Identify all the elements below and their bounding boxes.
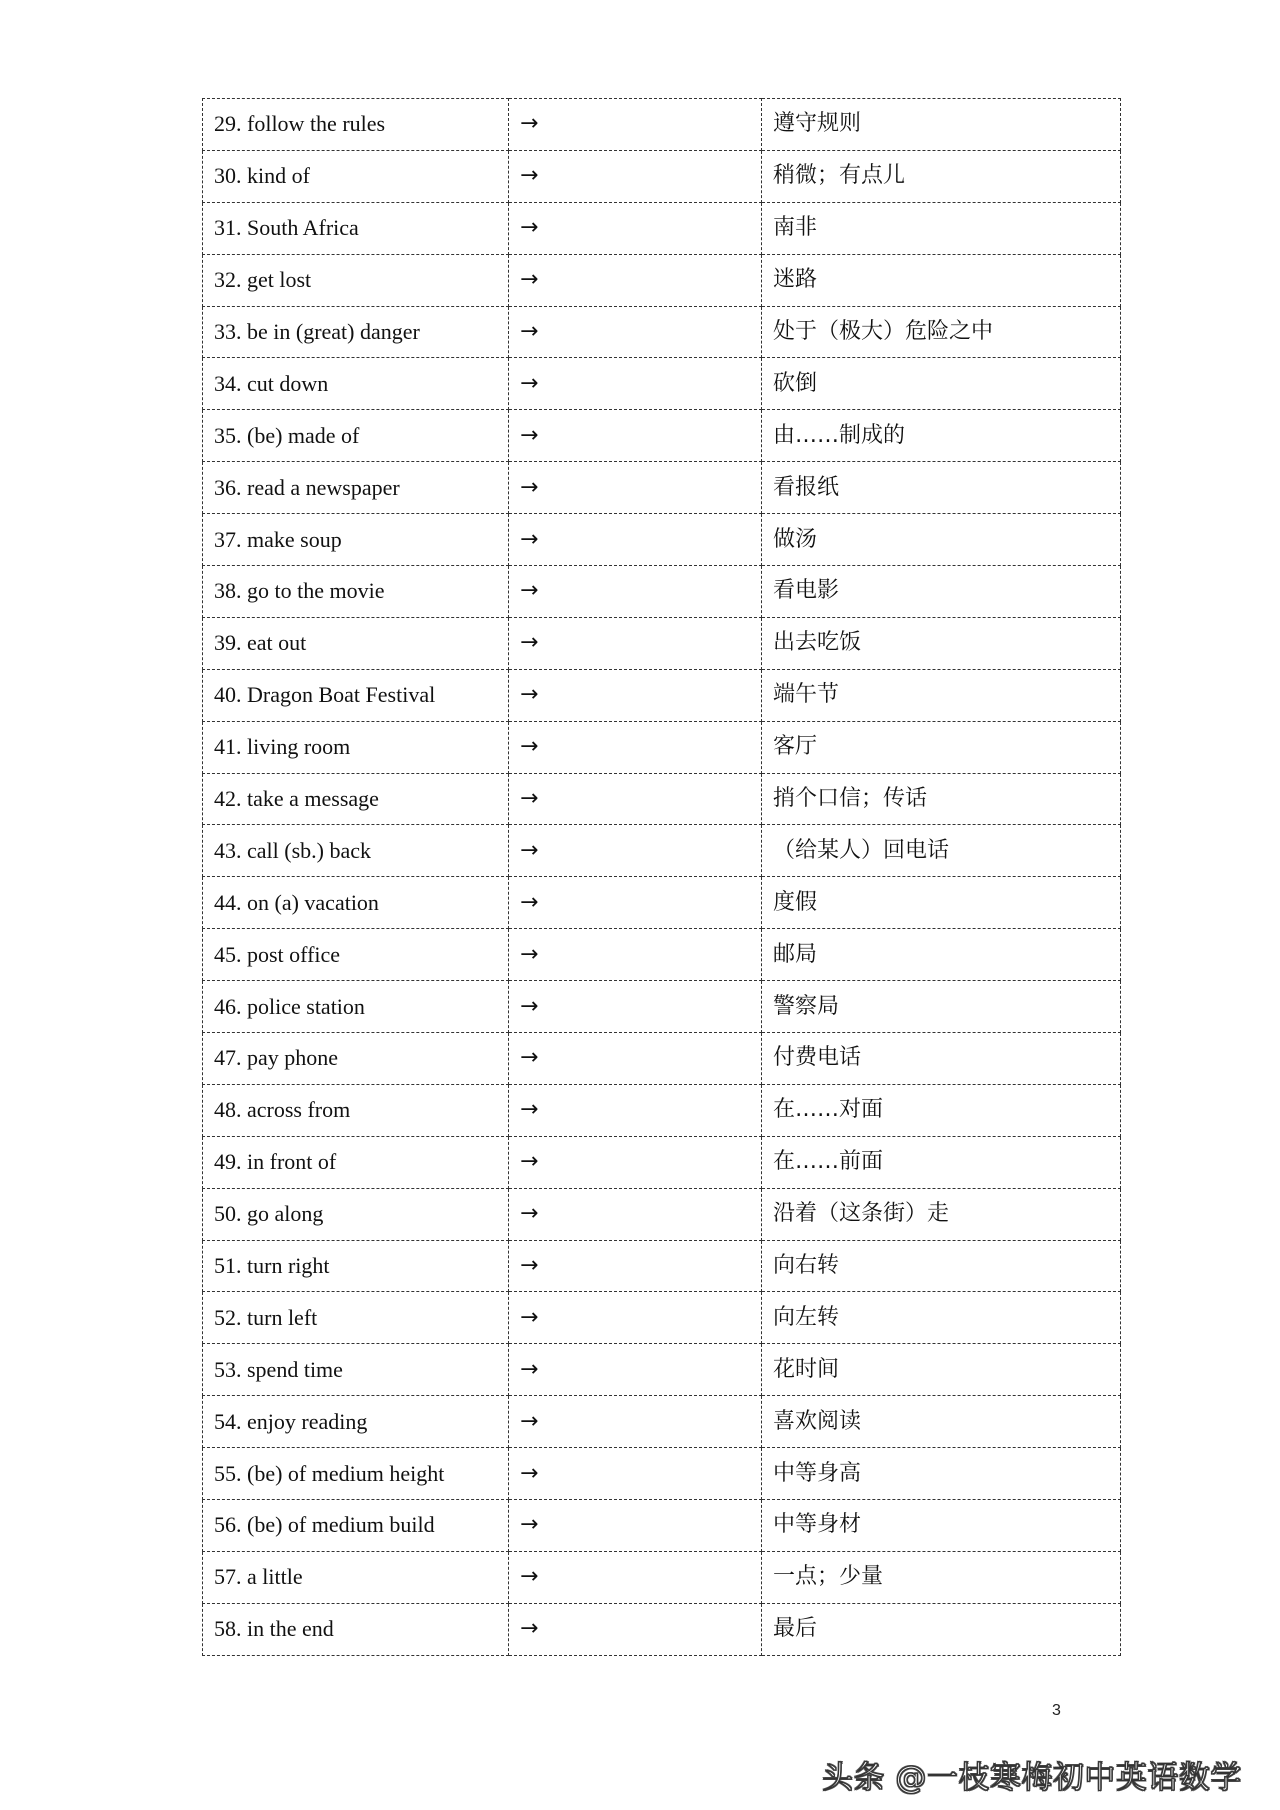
chinese-meaning-cell: 端午节 bbox=[762, 669, 1121, 721]
arrow-cell: → bbox=[509, 410, 762, 462]
table-row bbox=[203, 981, 1121, 1033]
table-row bbox=[203, 410, 1121, 462]
chinese-meaning-cell: 砍倒 bbox=[762, 358, 1121, 410]
english-phrase-cell: 42. take a message bbox=[203, 773, 509, 825]
arrow-cell: → bbox=[509, 669, 762, 721]
chinese-meaning-cell: 向左转 bbox=[762, 1292, 1121, 1344]
arrow-cell: → bbox=[509, 1292, 762, 1344]
table-row bbox=[203, 825, 1121, 877]
arrow-cell: → bbox=[509, 514, 762, 566]
arrow-cell: → bbox=[509, 1396, 762, 1448]
table-row bbox=[203, 254, 1121, 306]
english-phrase-cell: 32. get lost bbox=[203, 254, 509, 306]
table-row bbox=[203, 1448, 1121, 1500]
chinese-meaning-cell: 度假 bbox=[762, 877, 1121, 929]
arrow-cell: → bbox=[509, 1136, 762, 1188]
english-phrase-cell: 35. (be) made of bbox=[203, 410, 509, 462]
table-row bbox=[203, 617, 1121, 669]
table-row bbox=[203, 1084, 1121, 1136]
table-row bbox=[203, 150, 1121, 202]
page-number: 3 bbox=[1052, 1702, 1061, 1719]
table-row bbox=[203, 1396, 1121, 1448]
chinese-meaning-cell: 一点；少量 bbox=[762, 1551, 1121, 1603]
english-phrase-cell: 53. spend time bbox=[203, 1344, 509, 1396]
chinese-meaning-cell: 看电影 bbox=[762, 566, 1121, 618]
table-row bbox=[203, 1344, 1121, 1396]
table-row bbox=[203, 929, 1121, 981]
english-phrase-cell: 45. post office bbox=[203, 929, 509, 981]
arrow-cell: → bbox=[509, 1344, 762, 1396]
table-row bbox=[203, 721, 1121, 773]
table-row bbox=[203, 566, 1121, 618]
arrow-cell: → bbox=[509, 1240, 762, 1292]
english-phrase-cell: 34. cut down bbox=[203, 358, 509, 410]
chinese-meaning-cell: 喜欢阅读 bbox=[762, 1396, 1121, 1448]
arrow-cell: → bbox=[509, 1033, 762, 1085]
table-row bbox=[203, 462, 1121, 514]
table-row bbox=[203, 1136, 1121, 1188]
chinese-meaning-cell: 稍微；有点儿 bbox=[762, 150, 1121, 202]
english-phrase-cell: 33. be in (great) danger bbox=[203, 306, 509, 358]
table-row bbox=[203, 669, 1121, 721]
arrow-cell: → bbox=[509, 1551, 762, 1603]
english-phrase-cell: 51. turn right bbox=[203, 1240, 509, 1292]
arrow-cell: → bbox=[509, 981, 762, 1033]
vocabulary-table bbox=[202, 98, 1121, 1656]
table-row bbox=[203, 877, 1121, 929]
table-row bbox=[203, 202, 1121, 254]
arrow-cell: → bbox=[509, 1603, 762, 1655]
chinese-meaning-cell: 做汤 bbox=[762, 514, 1121, 566]
arrow-cell: → bbox=[509, 1448, 762, 1500]
english-phrase-cell: 56. (be) of medium build bbox=[203, 1500, 509, 1552]
english-phrase-cell: 41. living room bbox=[203, 721, 509, 773]
arrow-cell: → bbox=[509, 929, 762, 981]
english-phrase-cell: 36. read a newspaper bbox=[203, 462, 509, 514]
arrow-cell: → bbox=[509, 877, 762, 929]
table-row bbox=[203, 514, 1121, 566]
table-row bbox=[203, 773, 1121, 825]
table-row bbox=[203, 1033, 1121, 1085]
watermark: 头条 @一枝寒梅初中英语数学 bbox=[822, 1760, 1242, 1796]
arrow-cell: → bbox=[509, 721, 762, 773]
english-phrase-cell: 37. make soup bbox=[203, 514, 509, 566]
chinese-meaning-cell: 向右转 bbox=[762, 1240, 1121, 1292]
english-phrase-cell: 31. South Africa bbox=[203, 202, 509, 254]
english-phrase-cell: 40. Dragon Boat Festival bbox=[203, 669, 509, 721]
english-phrase-cell: 46. police station bbox=[203, 981, 509, 1033]
table-row bbox=[203, 1603, 1121, 1655]
arrow-cell: → bbox=[509, 99, 762, 151]
chinese-meaning-cell: 花时间 bbox=[762, 1344, 1121, 1396]
table-row bbox=[203, 306, 1121, 358]
chinese-meaning-cell: 在……对面 bbox=[762, 1084, 1121, 1136]
chinese-meaning-cell: 中等身高 bbox=[762, 1448, 1121, 1500]
english-phrase-cell: 44. on (a) vacation bbox=[203, 877, 509, 929]
chinese-meaning-cell: 警察局 bbox=[762, 981, 1121, 1033]
english-phrase-cell: 48. across from bbox=[203, 1084, 509, 1136]
table-row bbox=[203, 358, 1121, 410]
english-phrase-cell: 47. pay phone bbox=[203, 1033, 509, 1085]
table-row bbox=[203, 1292, 1121, 1344]
arrow-cell: → bbox=[509, 358, 762, 410]
chinese-meaning-cell: 邮局 bbox=[762, 929, 1121, 981]
arrow-cell: → bbox=[509, 566, 762, 618]
english-phrase-cell: 49. in front of bbox=[203, 1136, 509, 1188]
table-row bbox=[203, 1551, 1121, 1603]
table-row bbox=[203, 99, 1121, 151]
chinese-meaning-cell: 最后 bbox=[762, 1603, 1121, 1655]
chinese-meaning-cell: 由……制成的 bbox=[762, 410, 1121, 462]
arrow-cell: → bbox=[509, 150, 762, 202]
chinese-meaning-cell: 沿着（这条街）走 bbox=[762, 1188, 1121, 1240]
english-phrase-cell: 39. eat out bbox=[203, 617, 509, 669]
chinese-meaning-cell: （给某人）回电话 bbox=[762, 825, 1121, 877]
english-phrase-cell: 43. call (sb.) back bbox=[203, 825, 509, 877]
chinese-meaning-cell: 看报纸 bbox=[762, 462, 1121, 514]
chinese-meaning-cell: 南非 bbox=[762, 202, 1121, 254]
english-phrase-cell: 58. in the end bbox=[203, 1603, 509, 1655]
table-row bbox=[203, 1240, 1121, 1292]
chinese-meaning-cell: 遵守规则 bbox=[762, 99, 1121, 151]
english-phrase-cell: 50. go along bbox=[203, 1188, 509, 1240]
english-phrase-cell: 54. enjoy reading bbox=[203, 1396, 509, 1448]
arrow-cell: → bbox=[509, 1500, 762, 1552]
english-phrase-cell: 55. (be) of medium height bbox=[203, 1448, 509, 1500]
chinese-meaning-cell: 出去吃饭 bbox=[762, 617, 1121, 669]
arrow-cell: → bbox=[509, 617, 762, 669]
table-row bbox=[203, 1500, 1121, 1552]
arrow-cell: → bbox=[509, 1188, 762, 1240]
arrow-cell: → bbox=[509, 825, 762, 877]
arrow-cell: → bbox=[509, 462, 762, 514]
chinese-meaning-cell: 中等身材 bbox=[762, 1500, 1121, 1552]
chinese-meaning-cell: 捎个口信；传话 bbox=[762, 773, 1121, 825]
arrow-cell: → bbox=[509, 306, 762, 358]
vocabulary-table-body bbox=[203, 99, 1121, 1656]
chinese-meaning-cell: 处于（极大）危险之中 bbox=[762, 306, 1121, 358]
arrow-cell: → bbox=[509, 1084, 762, 1136]
english-phrase-cell: 30. kind of bbox=[203, 150, 509, 202]
arrow-cell: → bbox=[509, 254, 762, 306]
arrow-cell: → bbox=[509, 773, 762, 825]
english-phrase-cell: 29. follow the rules bbox=[203, 99, 509, 151]
arrow-cell: → bbox=[509, 202, 762, 254]
chinese-meaning-cell: 迷路 bbox=[762, 254, 1121, 306]
table-row bbox=[203, 1188, 1121, 1240]
english-phrase-cell: 52. turn left bbox=[203, 1292, 509, 1344]
english-phrase-cell: 38. go to the movie bbox=[203, 566, 509, 618]
chinese-meaning-cell: 付费电话 bbox=[762, 1033, 1121, 1085]
english-phrase-cell: 57. a little bbox=[203, 1551, 509, 1603]
chinese-meaning-cell: 客厅 bbox=[762, 721, 1121, 773]
chinese-meaning-cell: 在……前面 bbox=[762, 1136, 1121, 1188]
